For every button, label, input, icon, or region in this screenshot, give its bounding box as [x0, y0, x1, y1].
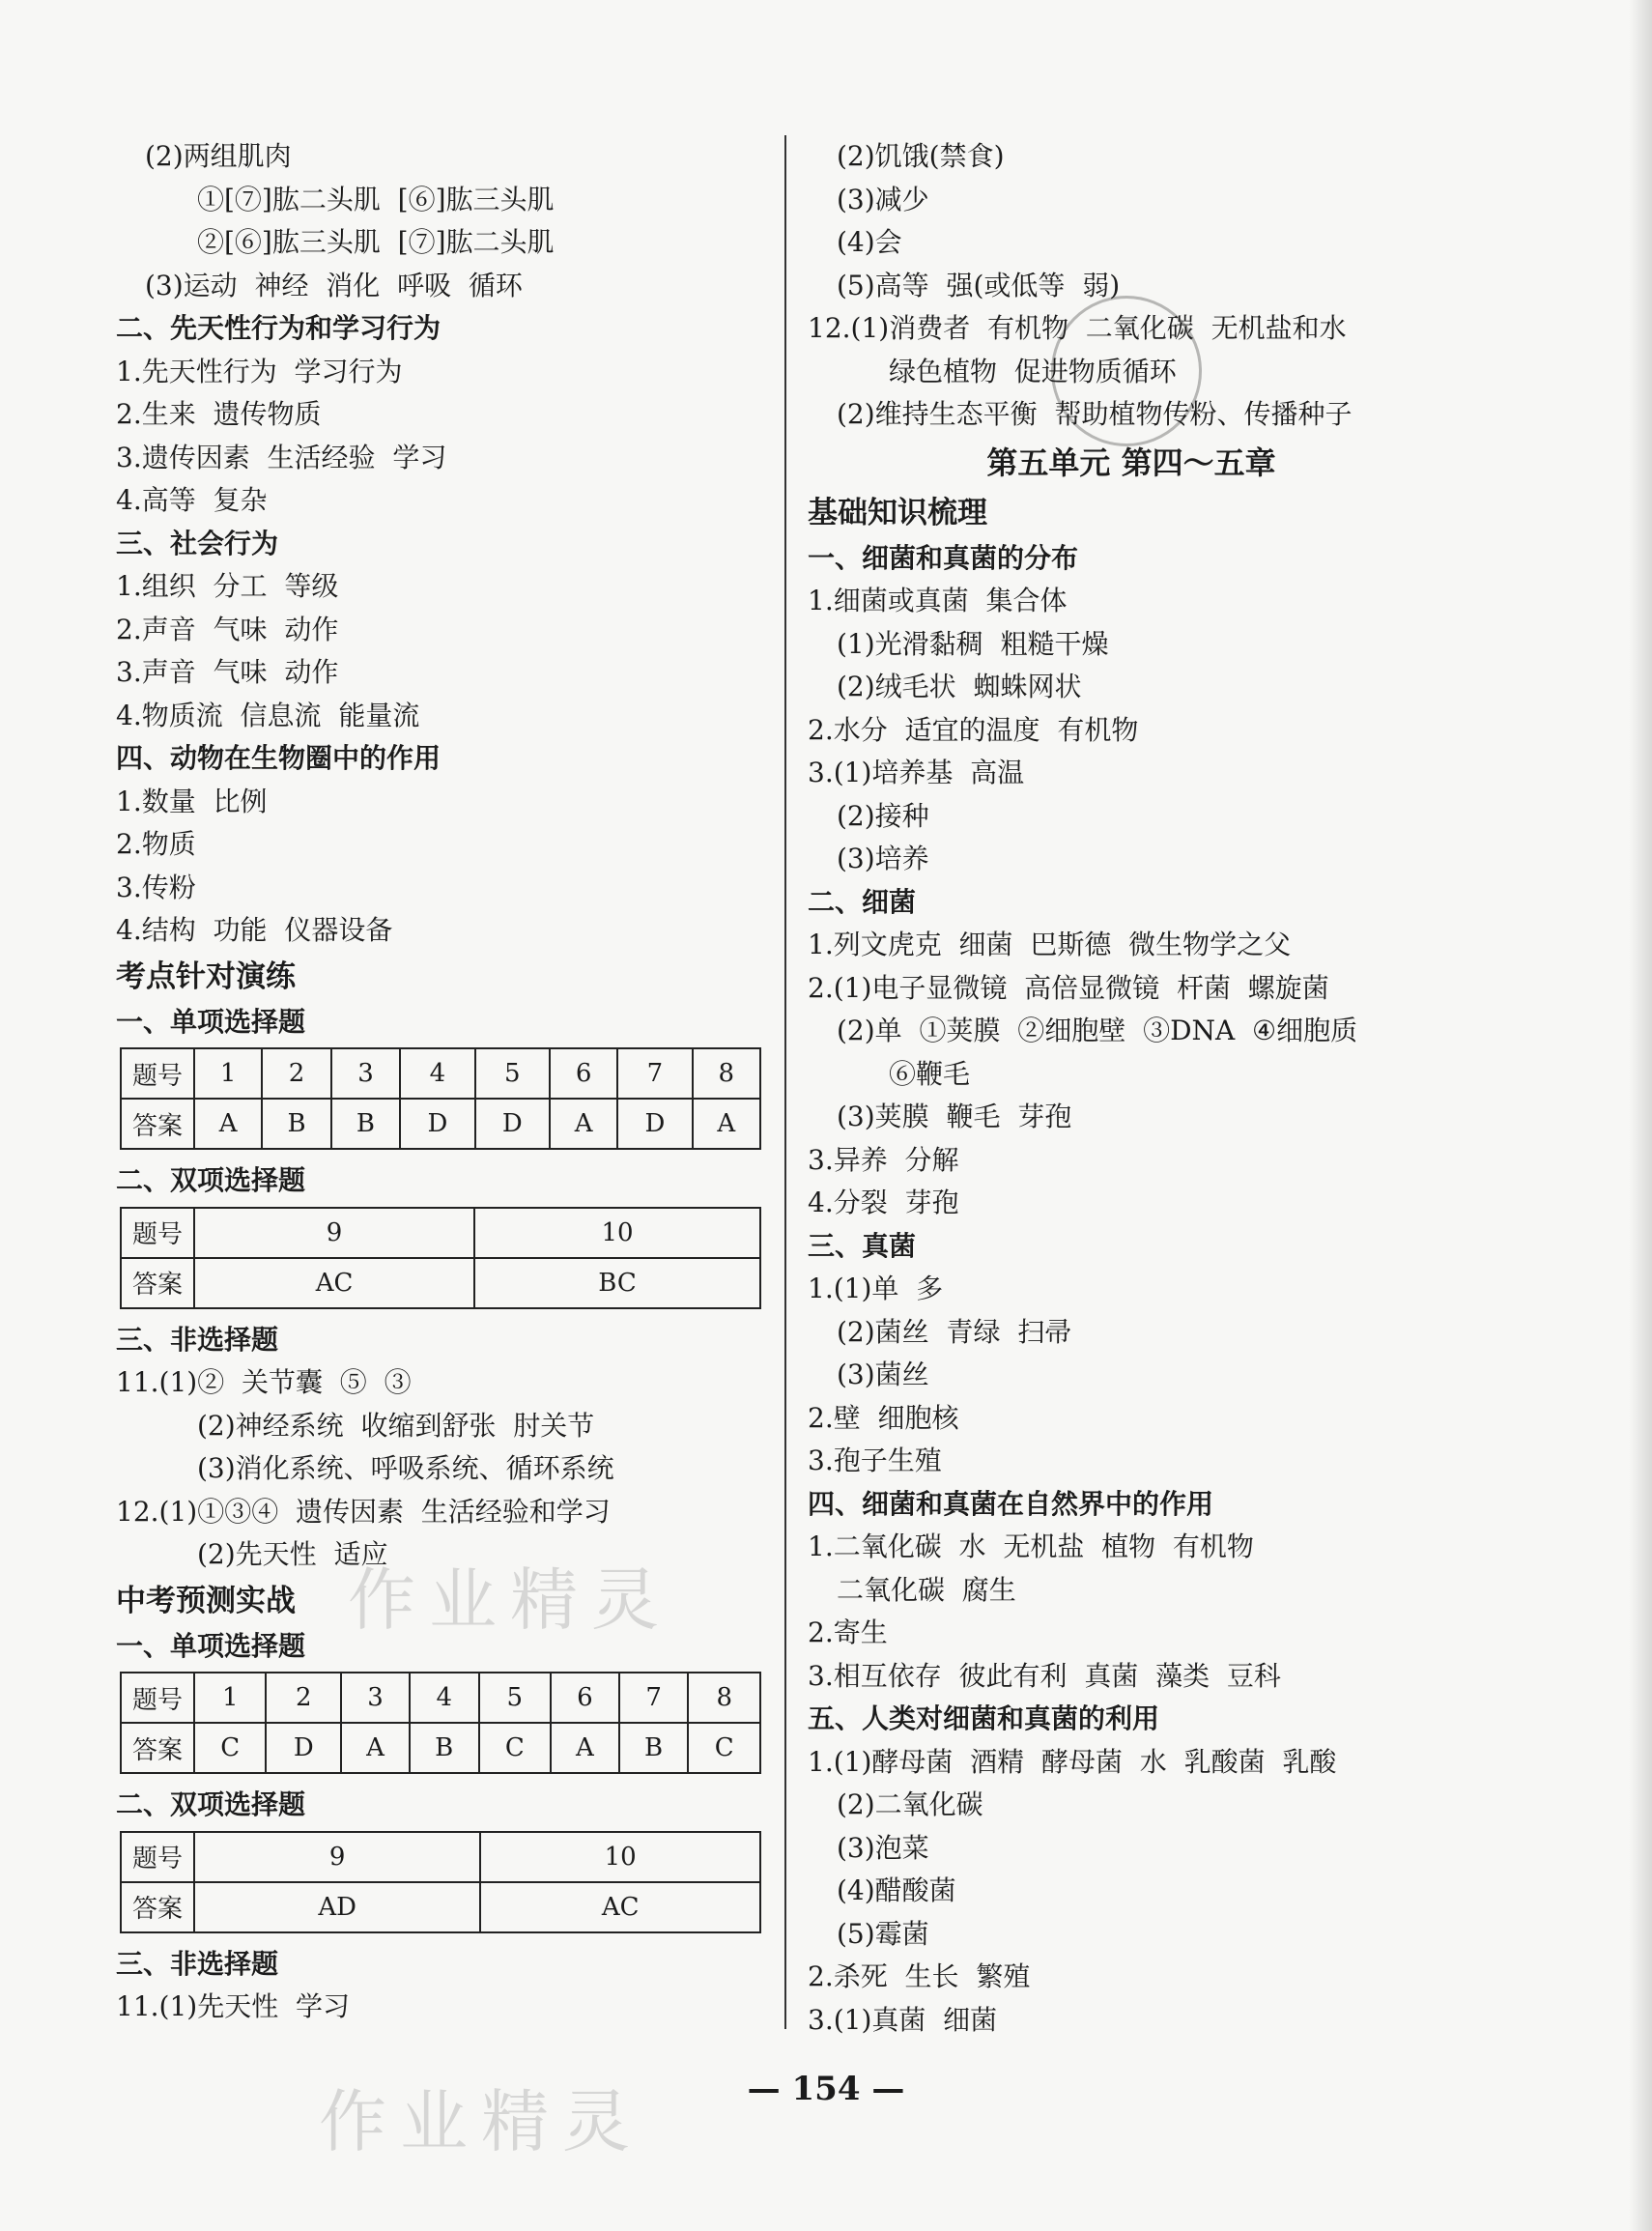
text-line: 3.遗传因素 生活经验 学习: [116, 441, 447, 473]
table-cell: D: [400, 1099, 474, 1149]
text-line: (3)减少: [837, 183, 929, 215]
section-heading: 二、先天性行为和学习行为: [116, 312, 441, 344]
table-label: 题号: [121, 1673, 194, 1723]
table-cell: 10: [480, 1832, 760, 1882]
text-line: 12.(1)消费者 有机物 二氧化碳 无机盐和水: [808, 312, 1347, 344]
table-cell: B: [331, 1099, 400, 1149]
table-cell: 2: [262, 1048, 330, 1099]
text-line: 1.组织 分工 等级: [116, 570, 339, 602]
table-cell: C: [479, 1723, 551, 1773]
table-cell: A: [194, 1099, 262, 1149]
section-heading: 二、双项选择题: [116, 1788, 306, 1820]
section-heading: 二、双项选择题: [116, 1164, 306, 1196]
text-line: 2.壁 细胞核: [808, 1401, 959, 1434]
text-line: 2.寄生: [808, 1616, 888, 1648]
text-line: 4.分裂 芽孢: [808, 1187, 959, 1218]
text-line: 3.相互依存 彼此有利 真菌 藻类 豆科: [808, 1659, 1281, 1692]
text-line: (2)绒毛状 蜘蛛网状: [837, 671, 1082, 702]
answer-table-double-1: [120, 1207, 761, 1309]
text-line: (1)光滑黏稠 粗糙干燥: [837, 627, 1109, 660]
text-line: 3.异养 分解: [808, 1143, 959, 1176]
text-line: (2)先天性 适应: [197, 1538, 388, 1570]
table-label: 答案: [121, 1723, 194, 1773]
table-cell: A: [551, 1723, 619, 1773]
table-label: 答案: [121, 1882, 194, 1932]
section-heading: 三、社会行为: [116, 527, 279, 559]
table-cell: B: [619, 1723, 689, 1773]
table-cell: A: [693, 1099, 760, 1149]
text-line: 1.先天性行为 学习行为: [116, 355, 403, 387]
text-line: 11.(1)先天性 学习: [116, 1990, 350, 2022]
watermark: 作业精灵: [319, 2082, 643, 2161]
text-line: (4)会: [837, 226, 902, 258]
text-line: (3)培养: [837, 843, 929, 874]
text-line: 4.高等 复杂: [116, 484, 268, 516]
text-line: (3)荚膜 鞭毛 芽孢: [837, 1101, 1072, 1132]
text-line: 2.生来 遗传物质: [116, 398, 322, 430]
text-line: (2)饥饿(禁食): [837, 140, 1005, 172]
text-line: (3)菌丝: [837, 1359, 929, 1390]
section-heading: 四、细菌和真菌在自然界中的作用: [808, 1487, 1214, 1520]
watermark: 作业精灵: [348, 1560, 672, 1640]
table-cell: 2: [266, 1673, 341, 1723]
text-line: (5)霉菌: [837, 1917, 929, 1950]
table-cell: 6: [551, 1673, 619, 1723]
section-heading: 一、单项选择题: [116, 1629, 306, 1662]
text-line: (2)单 ①荚膜 ②细胞壁 ③DNA ④细胞质: [837, 1015, 1358, 1046]
page-number: — 154 —: [747, 2070, 905, 2108]
table-cell: 10: [474, 1208, 760, 1258]
table-label: 答案: [121, 1099, 194, 1149]
table-cell: D: [475, 1099, 550, 1149]
section-heading: 一、单项选择题: [116, 1005, 306, 1038]
text-line: ②[⑥]肱三头肌 [⑦]肱二头肌: [197, 226, 555, 258]
table-cell: AC: [194, 1258, 474, 1308]
text-line: 4.物质流 信息流 能量流: [116, 699, 420, 731]
table-label: 题号: [121, 1832, 194, 1882]
page-edge-shadow: [1629, 0, 1652, 2231]
text-line: ⑥鞭毛: [889, 1057, 971, 1090]
table-label: 题号: [121, 1048, 194, 1099]
text-line: (2)两组肌肉: [145, 140, 292, 172]
table-cell: B: [262, 1099, 330, 1149]
text-line: 绿色植物 促进物质循环: [889, 355, 1177, 387]
text-line: 1.数量 比例: [116, 785, 268, 817]
table-cell: B: [410, 1723, 479, 1773]
section-heading: 一、细菌和真菌的分布: [808, 541, 1079, 574]
text-line: (4)醋酸菌: [837, 1874, 956, 1906]
table-cell: AD: [194, 1882, 480, 1932]
text-line: 2.(1)电子显微镜 高倍显微镜 杆菌 螺旋菌: [808, 971, 1329, 1004]
text-line: (2)维持生态平衡 帮助植物传粉、传播种子: [837, 398, 1353, 430]
text-line: (3)消化系统、呼吸系统、循环系统: [197, 1452, 614, 1484]
unit-title: 第五单元 第四～五章: [986, 443, 1276, 481]
text-line: (3)泡菜: [837, 1831, 929, 1864]
text-line: 2.物质: [116, 828, 196, 860]
table-cell: 9: [194, 1208, 474, 1258]
table-cell: 4: [400, 1048, 474, 1099]
text-line: 3.(1)真菌 细菌: [808, 2003, 998, 2036]
table-cell: A: [550, 1099, 617, 1149]
table-cell: C: [194, 1723, 266, 1773]
text-line: 2.声音 气味 动作: [116, 613, 339, 645]
text-line: 11.(1)② 关节囊 ⑤ ③: [116, 1366, 412, 1398]
table-cell: 9: [194, 1832, 480, 1882]
exam-title: 中考预测实战: [116, 1583, 296, 1618]
answer-table-single-1: [120, 1047, 761, 1150]
section-heading: 四、动物在生物圈中的作用: [116, 742, 441, 774]
answer-table-double-2: [120, 1831, 761, 1933]
text-line: 1.列文虎克 细菌 巴斯德 微生物学之父: [808, 929, 1292, 960]
section-heading: 五、人类对细菌和真菌的利用: [808, 1702, 1160, 1734]
column-divider: [784, 135, 786, 2029]
text-line: (2)菌丝 青绿 扫帚: [837, 1315, 1072, 1348]
table-cell: 8: [693, 1048, 760, 1099]
table-cell: 7: [617, 1048, 692, 1099]
table-cell: AC: [480, 1882, 760, 1932]
table-cell: C: [688, 1723, 760, 1773]
text-line: (3)运动 神经 消化 呼吸 循环: [145, 269, 523, 301]
table-cell: 7: [619, 1673, 689, 1723]
table-cell: 8: [688, 1673, 760, 1723]
text-line: 1.(1)酵母菌 酒精 酵母菌 水 乳酸菌 乳酸: [808, 1745, 1337, 1778]
text-line: 2.水分 适宜的温度 有机物: [808, 713, 1139, 746]
text-line: 4.结构 功能 仪器设备: [116, 914, 393, 946]
table-cell: A: [341, 1723, 410, 1773]
table-cell: 1: [194, 1048, 262, 1099]
table-cell: 3: [341, 1673, 410, 1723]
table-label: 答案: [121, 1258, 194, 1308]
section-heading: 二、细菌: [808, 885, 917, 918]
table-cell: 5: [475, 1048, 550, 1099]
text-line: 二氧化碳 腐生: [837, 1573, 1016, 1606]
text-line: 1.(1)单 多: [808, 1273, 944, 1304]
table-cell: 3: [331, 1048, 400, 1099]
left-column: [116, 135, 763, 2029]
text-line: 1.二氧化碳 水 无机盐 植物 有机物: [808, 1530, 1254, 1562]
right-column: [808, 135, 1455, 2042]
table-cell: 5: [479, 1673, 551, 1723]
table-cell: D: [266, 1723, 341, 1773]
text-line: 3.孢子生殖: [808, 1444, 942, 1476]
table-cell: D: [617, 1099, 692, 1149]
section-heading: 三、非选择题: [116, 1947, 279, 1980]
text-line: (2)神经系统 收缩到舒张 肘关节: [197, 1409, 595, 1442]
section-heading: 三、非选择题: [116, 1323, 279, 1356]
table-cell: 1: [194, 1673, 266, 1723]
text-line: (2)二氧化碳: [837, 1788, 983, 1820]
table-cell: 4: [410, 1673, 479, 1723]
text-line: 1.细菌或真菌 集合体: [808, 585, 1068, 616]
text-line: 3.(1)培养基 高温: [808, 757, 1025, 788]
table-cell: 6: [550, 1048, 617, 1099]
text-line: 3.声音 气味 动作: [116, 656, 339, 688]
text-line: 3.传粉: [116, 871, 196, 903]
text-line: (5)高等 强(或低等 弱): [837, 269, 1121, 301]
table-cell: BC: [474, 1258, 760, 1308]
text-line: (2)接种: [837, 799, 929, 832]
text-line: 2.杀死 生长 繁殖: [808, 1960, 1031, 1992]
table-label: 题号: [121, 1208, 194, 1258]
text-line: ①[⑦]肱二头肌 [⑥]肱三头肌: [197, 183, 555, 215]
practice-title: 考点针对演练: [116, 958, 296, 994]
section-heading: 三、真菌: [808, 1229, 917, 1262]
answer-table-single-2: [120, 1672, 761, 1774]
basics-title: 基础知识梳理: [808, 495, 987, 530]
text-line: 12.(1)①③④ 遗传因素 生活经验和学习: [116, 1495, 611, 1528]
